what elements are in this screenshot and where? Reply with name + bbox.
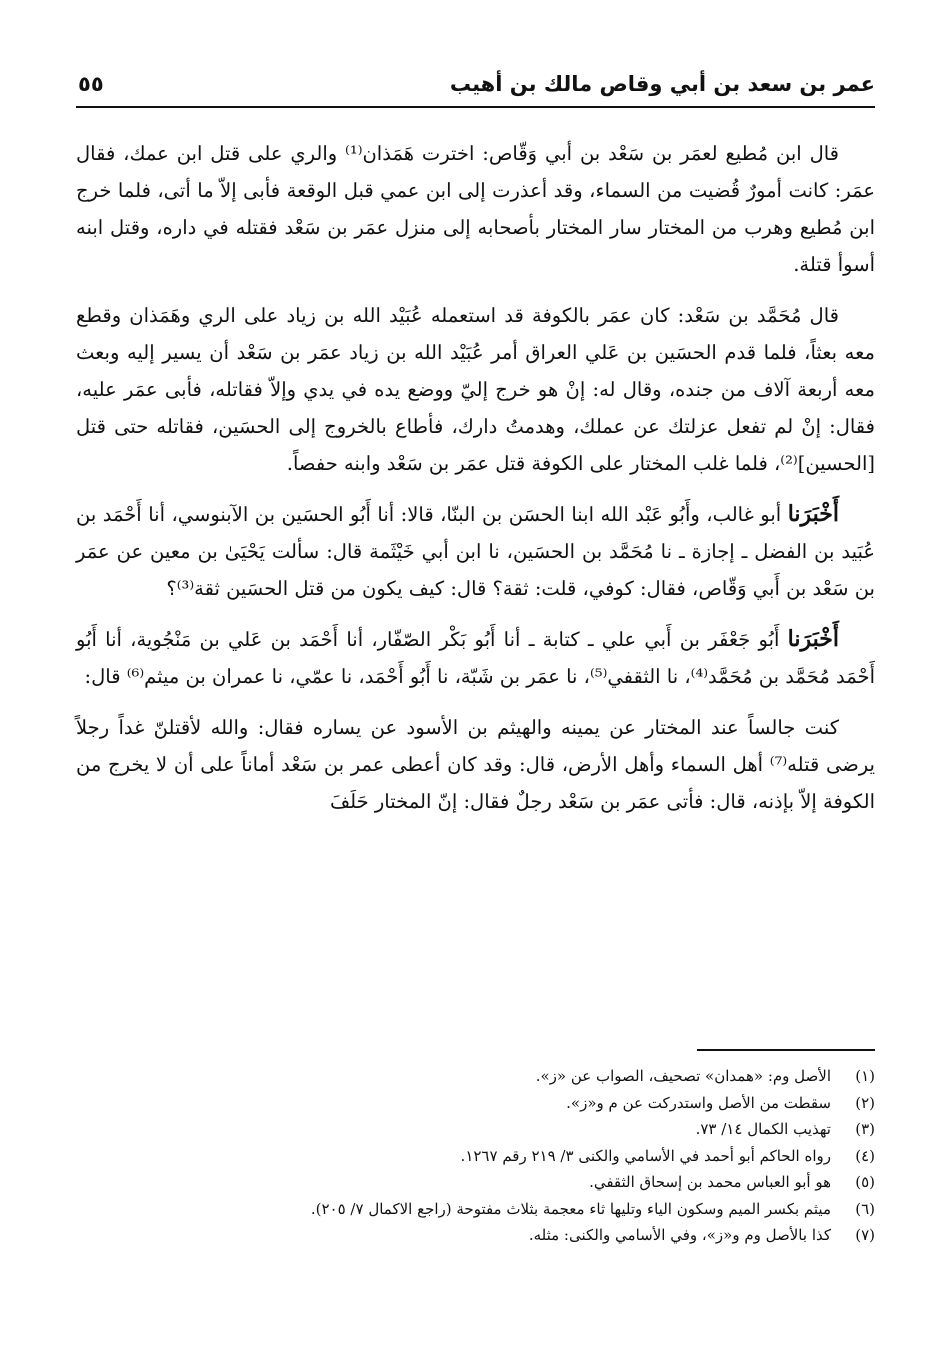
footnote-divider (697, 1049, 875, 1051)
footnote-text: الأصل وم: «همدان» تصحيف، الصواب عن «ز». (535, 1067, 831, 1085)
paragraph: قال مُحَمَّد بن سَعْد: كان عمَر بالكوفة قد استعمله عُبَيْد الله بن زياد على الري وهَمَذان وقطع معه بعثاً، فلما قدم الحسَين بن عَلي العراق أمر عُبَيْد الله بن زياد عمَر بن سَعْد أن يسير إليه وبعث معه أربعة آلاف من جنده، وقال له: إنْ هو خرج إليّ ووضع يده في يدي وإلاّ فقاتله، فأبى عمَر عليه، فقال: إنْ لم تفعل عزلتك عن عملك، وهدمتُ دارك، فأطاع بالخروج إلى الحسَين، فقاتله حتى قتل [الحسين]⁽²⁾، فلما غلب المختار على الكوفة قتل عمَر بن سَعْد وابنه حفصاً. (76, 304, 875, 475)
paragraph: قال ابن مُطيع لعمَر بن سَعْد بن أبي وَقّاص: اخترت هَمَذان⁽¹⁾ والري على قتل ابن عمك، فقال عمَر: كانت أمورٌ قُضيت من السماء، وقد أعذرت إلى ابن عمي قبل الوقعة فأبى إلاّ ما أتى، فلما خرج ابن مُطيع وهرب من المختار سار المختار بأصحابه إلى منزل عمَر بن سَعْد فقتله في داره، وقتل ابنه أسوأ قتلة. (76, 142, 875, 276)
page-number: ٥٥ (78, 72, 104, 96)
footnote-text: رواه الحاكم أبو أحمد في الأسامي والكنى ٣/ ٢١٩ رقم ١٢٦٧. (460, 1146, 831, 1165)
paragraph (76, 621, 875, 695)
footnote-number: (٥) (855, 1173, 875, 1191)
paragraph (76, 496, 875, 607)
footnote (76, 1196, 875, 1223)
page-header (76, 66, 875, 108)
footnote-text: تهذيب الكمال ١٤/ ٧٣. (695, 1120, 831, 1138)
footnote (76, 1063, 875, 1090)
footnote-number: (٢) (855, 1093, 875, 1112)
footnote-number: (٤) (855, 1146, 875, 1165)
footnote-number: (٦) (855, 1199, 875, 1218)
footnote-text: سقطت من الأصل واستدركت عن م و«ز». (566, 1093, 831, 1112)
running-title: عمر بن سعد بن أبي وقاص مالك بن أهيب (449, 72, 875, 96)
paragraph-text: أَبُو جَعْفَر بن أَبي علي ـ كتابة ـ أنا أَبُو بَكْر الصّفّار، أنا أَحْمَد بن عَلي بن مَنْجُوية، أنا أَبُو أَحْمَد مُحَمَّد بن مُحَمَّد⁽⁴⁾، نا الثقفي⁽⁵⁾، نا عمَر بن شَبّة، نا أَبُو أَحْمَد، نا عمّي، نا عمران بن ميثم⁽⁶⁾ قال: (76, 628, 875, 688)
footnote-number: (٣) (855, 1120, 875, 1138)
footnote-text: كذا بالأصل وم و«ز»، وفي الأسامي والكنى: مثله. (528, 1226, 831, 1244)
akhbarana-keyword: أَخْبَرَنا (787, 501, 840, 527)
footnote (76, 1169, 875, 1196)
paragraph-text: أبو غالب، وأَبُو عَبْد الله ابنا الحسَن بن البنّا، قالا: أنا أَبُو الحسَين بن الآبنوسي، أنا أَحْمَد بن عُبَيد بن الفضل ـ إجازة ـ نا مُحَمَّد بن الحسَين، نا ابن أبي خَيْثَمة قال: سألت يَحْيَىٰ بن معين عن عمَر بن سَعْد بن أَبي وَقّاص، فقال: كوفي، قلت: ثقة؟ قال: كيف يكون من قتل الحسَين ثقة⁽³⁾؟ (76, 503, 875, 600)
footnote (76, 1090, 875, 1117)
footnote (76, 1222, 875, 1249)
footnote (76, 1143, 875, 1170)
main-text (76, 135, 875, 834)
footnote (76, 1116, 875, 1143)
akhbarana-keyword: أَخْبَرَنا (787, 626, 839, 652)
footnote-text: هو أبو العباس محمد بن إسحاق الثقفي. (589, 1173, 831, 1191)
footnotes (76, 1063, 875, 1249)
paragraph: كنت جالساً عند المختار عن يمينه والهيثم بن الأسود عن يساره فقال: والله لأقتلنّ غداً رجلاً يرضى قتله⁽⁷⁾ أهل السماء وأهل الأرض، قال: وقد كان أعطى عمر بن سَعْد أماناً على أن لا يخرج من الكوفة إلاّ بإذنه، قال: فأتى عمَر بن سَعْد رجلٌ فقال: إنّ المختار حَلَفَ (76, 716, 875, 813)
footnote-text: ميثم بكسر الميم وسكون الياء وتليها ثاء معجمة بثلاث مفتوحة (راجع الاكمال ٧/ ٢٠٥). (310, 1199, 831, 1218)
footnote-number: (١) (855, 1067, 875, 1085)
footnote-number: (٧) (855, 1226, 875, 1244)
